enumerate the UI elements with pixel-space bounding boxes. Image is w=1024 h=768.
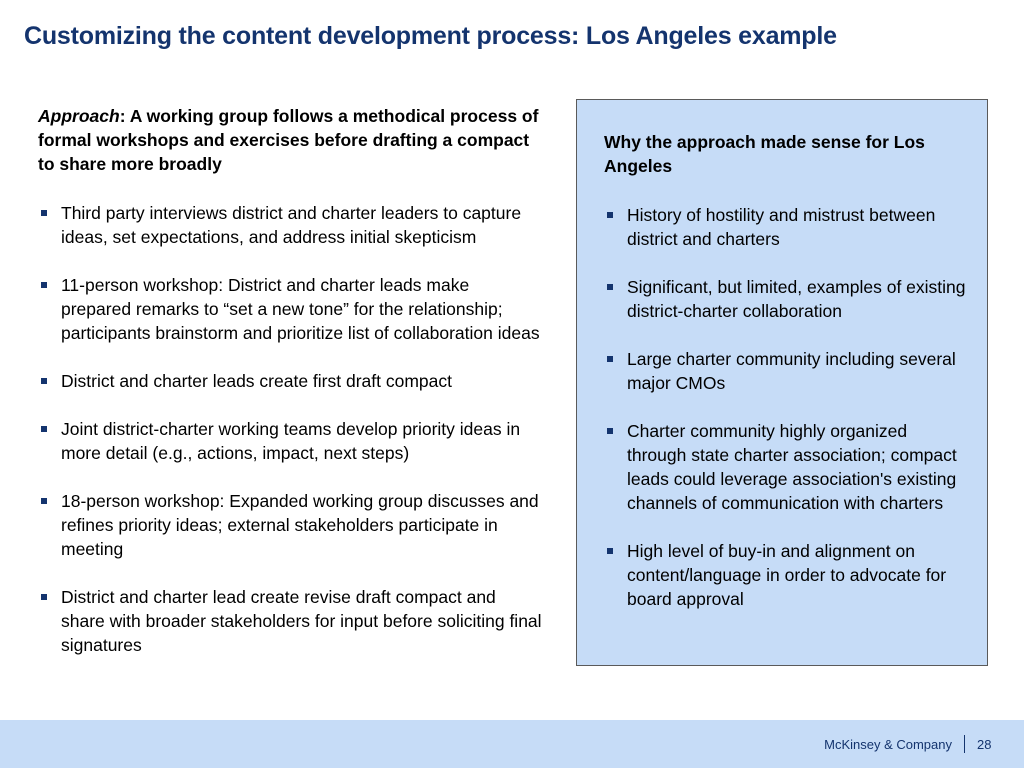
approach-bullet-text: Third party interviews district and charter leaders to capture ideas, set expectations, and address initial skepticism (61, 203, 522, 247)
square-bullet-icon (41, 594, 47, 600)
rationale-bullet (604, 539, 969, 611)
approach-bullet (38, 489, 543, 561)
approach-statement (38, 104, 543, 176)
square-bullet-icon (41, 282, 47, 288)
rationale-bullet (604, 275, 969, 323)
rationale-bullet-text: Significant, but limited, examples of existing district-charter collaboration (627, 277, 966, 321)
approach-bullet-text: 11-person workshop: District and charter leads make prepared remarks to “set a new tone” for the relationship; participants brainstorm and prioritize list of collaboration ideas (61, 275, 540, 343)
rationale-bullet (604, 347, 969, 395)
rationale-content (604, 130, 969, 611)
approach-bullet-text: 18-person workshop: Expanded working group discusses and refines priority ideas; external stakeholders participate in meeting (61, 491, 539, 559)
approach-bullet (38, 417, 543, 465)
square-bullet-icon (41, 498, 47, 504)
square-bullet-icon (607, 428, 613, 434)
approach-bullet-list (38, 201, 543, 657)
footer-bar (0, 720, 1024, 768)
rationale-bullet-text: Charter community highly organized through state charter association; compact leads could leverage association's existing channels of communication with charters (627, 421, 957, 513)
rationale-panel (576, 99, 988, 666)
square-bullet-icon (41, 378, 47, 384)
approach-bullet (38, 369, 543, 393)
rationale-bullet-list (604, 203, 969, 611)
approach-bullet (38, 273, 543, 345)
approach-bullet-text: Joint district-charter working teams develop priority ideas in more detail (e.g., actions, impact, next steps) (61, 419, 521, 463)
rationale-heading: Why the approach made sense for Los Angeles (604, 132, 925, 176)
rationale-bullet-text: High level of buy-in and alignment on content/language in order to advocate for board approval (627, 541, 947, 609)
page-number: 28 (977, 737, 992, 752)
square-bullet-icon (607, 356, 613, 362)
approach-text: : A working group follows a methodical process of formal workshops and exercises before drafting a compact to share more broadly (38, 106, 539, 174)
approach-lead: Approach (38, 106, 120, 126)
slide-title: Customizing the content development process: Los Angeles example (24, 22, 837, 50)
approach-bullet-text: District and charter leads create first draft compact (61, 371, 452, 391)
rationale-bullet-text: Large charter community including several major CMOs (627, 349, 956, 393)
footer-divider (964, 735, 965, 753)
approach-bullet-text: District and charter lead create revise draft compact and share with broader stakeholders for input before soliciting final signatures (61, 587, 542, 655)
approach-bullet (38, 585, 543, 657)
rationale-bullet-text: History of hostility and mistrust between district and charters (627, 205, 936, 249)
square-bullet-icon (41, 426, 47, 432)
footer-company: McKinsey & Company (824, 737, 952, 752)
approach-bullet (38, 201, 543, 249)
rationale-bullet (604, 419, 969, 515)
rationale-bullet (604, 203, 969, 251)
square-bullet-icon (607, 212, 613, 218)
square-bullet-icon (607, 284, 613, 290)
square-bullet-icon (41, 210, 47, 216)
square-bullet-icon (607, 548, 613, 554)
approach-section (38, 104, 543, 657)
